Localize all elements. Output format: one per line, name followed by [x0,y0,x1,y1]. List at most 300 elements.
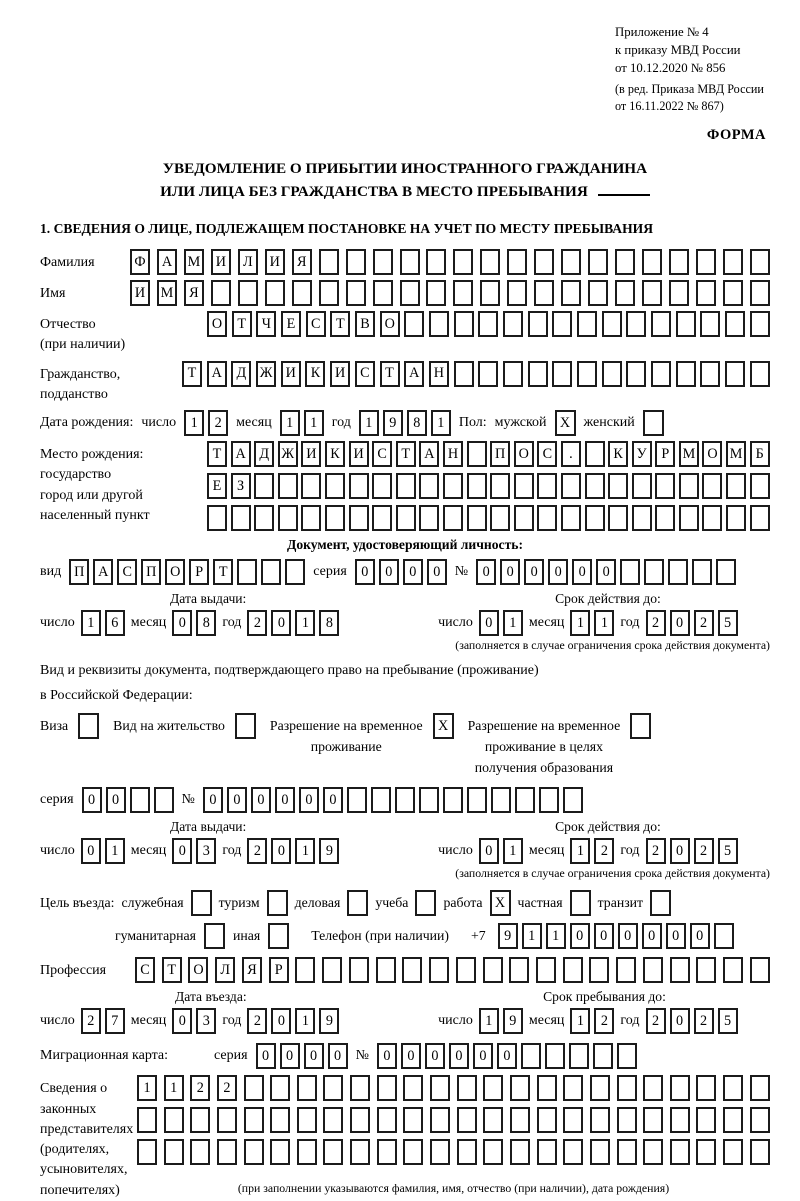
char-cell[interactable] [585,441,605,467]
char-cell[interactable] [620,559,640,585]
char-cell[interactable]: 8 [407,410,427,436]
char-cell[interactable]: Ж [278,441,298,467]
char-cell[interactable] [297,1075,317,1101]
char-cell[interactable] [349,957,369,983]
char-cell[interactable]: 1 [570,1008,590,1034]
char-cell[interactable]: 2 [247,610,267,636]
char-cell[interactable]: Л [238,249,258,275]
char-cell[interactable]: 1 [105,838,125,864]
char-cell[interactable] [615,249,635,275]
char-cell[interactable] [346,249,366,275]
char-cell[interactable] [702,473,722,499]
char-cell[interactable] [702,505,722,531]
char-cell[interactable]: 1 [184,410,204,436]
char-cell[interactable] [561,280,581,306]
char-cell[interactable] [480,249,500,275]
char-cell[interactable]: Е [207,473,227,499]
char-cell[interactable] [679,473,699,499]
char-cell[interactable]: Т [182,361,202,387]
char-cell[interactable] [457,1107,477,1133]
char-cell[interactable]: 2 [694,1008,714,1034]
char-cell[interactable] [644,559,664,585]
char-cell[interactable]: У [632,441,652,467]
char-cell[interactable]: 2 [190,1075,210,1101]
char-cell[interactable] [537,1075,557,1101]
char-cell[interactable] [632,505,652,531]
char-cell[interactable] [676,361,696,387]
char-cell[interactable] [403,1139,423,1165]
char-cell[interactable] [670,1075,690,1101]
char-cell[interactable] [323,1139,343,1165]
purpose-transit-checkbox[interactable] [650,890,671,916]
char-cell[interactable] [231,505,251,531]
char-cell[interactable] [750,957,770,983]
char-cell[interactable] [154,787,174,813]
char-cell[interactable] [626,361,646,387]
char-cell[interactable]: Т [330,311,350,337]
char-cell[interactable] [301,505,321,531]
char-cell[interactable] [696,249,716,275]
char-cell[interactable] [490,505,510,531]
char-cell[interactable]: 2 [247,1008,267,1034]
char-cell[interactable]: Д [254,441,274,467]
char-cell[interactable]: О [207,311,227,337]
char-cell[interactable]: 0 [596,559,616,585]
char-cell[interactable] [480,280,500,306]
char-cell[interactable] [377,1107,397,1133]
char-cell[interactable] [670,1139,690,1165]
char-cell[interactable]: 0 [81,838,101,864]
char-cell[interactable]: И [211,249,231,275]
char-cell[interactable]: К [305,361,325,387]
char-cell[interactable] [164,1139,184,1165]
char-cell[interactable] [537,473,557,499]
char-cell[interactable]: 2 [81,1008,101,1034]
char-cell[interactable] [510,1075,530,1101]
char-cell[interactable] [254,473,274,499]
char-cell[interactable] [514,505,534,531]
char-cell[interactable]: Т [232,311,252,337]
char-cell[interactable] [585,505,605,531]
char-cell[interactable]: 1 [522,923,542,949]
char-cell[interactable]: С [537,441,557,467]
char-cell[interactable]: 1 [359,410,379,436]
char-cell[interactable] [373,280,393,306]
char-cell[interactable] [632,473,652,499]
char-cell[interactable] [521,1043,541,1069]
char-cell[interactable] [726,473,746,499]
char-cell[interactable] [319,280,339,306]
char-cell[interactable]: З [231,473,251,499]
char-cell[interactable] [510,1107,530,1133]
char-cell[interactable] [453,280,473,306]
purpose-business-checkbox[interactable] [347,890,368,916]
char-cell[interactable]: А [231,441,251,467]
char-cell[interactable] [750,361,770,387]
char-cell[interactable] [668,559,688,585]
char-cell[interactable] [319,249,339,275]
char-cell[interactable]: И [265,249,285,275]
char-cell[interactable] [669,280,689,306]
char-cell[interactable]: Т [213,559,233,585]
char-cell[interactable] [483,1075,503,1101]
char-cell[interactable] [750,473,770,499]
char-cell[interactable] [323,1075,343,1101]
char-cell[interactable] [670,1107,690,1133]
char-cell[interactable] [750,1107,770,1133]
char-cell[interactable]: 8 [319,610,339,636]
char-cell[interactable] [642,280,662,306]
char-cell[interactable]: 0 [403,559,423,585]
char-cell[interactable]: И [330,361,350,387]
char-cell[interactable] [725,361,745,387]
char-cell[interactable]: Р [269,957,289,983]
char-cell[interactable] [403,1107,423,1133]
char-cell[interactable] [608,473,628,499]
char-cell[interactable]: 1 [295,610,315,636]
char-cell[interactable] [211,280,231,306]
char-cell[interactable]: Ж [256,361,276,387]
char-cell[interactable]: 0 [666,923,686,949]
char-cell[interactable] [265,280,285,306]
char-cell[interactable] [617,1107,637,1133]
char-cell[interactable]: 1 [295,838,315,864]
char-cell[interactable] [534,280,554,306]
char-cell[interactable] [301,473,321,499]
char-cell[interactable]: Ф [130,249,150,275]
char-cell[interactable]: 0 [570,923,590,949]
char-cell[interactable] [514,473,534,499]
char-cell[interactable] [577,361,597,387]
char-cell[interactable]: 0 [618,923,638,949]
char-cell[interactable] [491,787,511,813]
char-cell[interactable]: 0 [401,1043,421,1069]
char-cell[interactable] [528,361,548,387]
char-cell[interactable] [577,311,597,337]
char-cell[interactable] [510,1139,530,1165]
char-cell[interactable]: Т [396,441,416,467]
char-cell[interactable]: 0 [449,1043,469,1069]
char-cell[interactable] [723,249,743,275]
char-cell[interactable] [130,787,150,813]
char-cell[interactable]: 0 [476,559,496,585]
char-cell[interactable] [457,1075,477,1101]
char-cell[interactable] [244,1075,264,1101]
char-cell[interactable] [585,473,605,499]
char-cell[interactable]: 0 [271,610,291,636]
char-cell[interactable] [419,473,439,499]
char-cell[interactable]: А [404,361,424,387]
char-cell[interactable] [669,249,689,275]
char-cell[interactable]: 0 [427,559,447,585]
residence-permit-checkbox[interactable] [235,713,256,739]
char-cell[interactable] [349,473,369,499]
char-cell[interactable] [750,311,770,337]
char-cell[interactable] [429,957,449,983]
char-cell[interactable] [725,311,745,337]
char-cell[interactable] [323,1107,343,1133]
char-cell[interactable] [750,1075,770,1101]
char-cell[interactable]: 1 [431,410,451,436]
char-cell[interactable] [404,311,424,337]
char-cell[interactable] [396,473,416,499]
char-cell[interactable]: 0 [377,1043,397,1069]
char-cell[interactable] [539,787,559,813]
char-cell[interactable]: 0 [379,559,399,585]
char-cell[interactable]: . [561,441,581,467]
char-cell[interactable] [692,559,712,585]
purpose-other-checkbox[interactable] [268,923,289,949]
char-cell[interactable]: 5 [718,838,738,864]
char-cell[interactable] [467,787,487,813]
char-cell[interactable]: Т [380,361,400,387]
char-cell[interactable]: И [301,441,321,467]
char-cell[interactable]: 0 [271,1008,291,1034]
char-cell[interactable] [478,361,498,387]
char-cell[interactable] [608,505,628,531]
char-cell[interactable]: М [679,441,699,467]
char-cell[interactable] [561,505,581,531]
char-cell[interactable] [371,787,391,813]
char-cell[interactable]: Б [750,441,770,467]
char-cell[interactable] [563,787,583,813]
char-cell[interactable] [244,1107,264,1133]
char-cell[interactable]: 0 [328,1043,348,1069]
char-cell[interactable] [590,1075,610,1101]
char-cell[interactable]: 8 [196,610,216,636]
char-cell[interactable] [217,1107,237,1133]
char-cell[interactable] [430,1139,450,1165]
char-cell[interactable]: 5 [718,610,738,636]
char-cell[interactable]: 1 [594,610,614,636]
char-cell[interactable] [217,1139,237,1165]
char-cell[interactable]: 0 [82,787,102,813]
char-cell[interactable] [261,559,281,585]
char-cell[interactable]: 1 [295,1008,315,1034]
purpose-study-checkbox[interactable] [415,890,436,916]
char-cell[interactable]: 1 [479,1008,499,1034]
char-cell[interactable]: О [380,311,400,337]
char-cell[interactable]: К [608,441,628,467]
char-cell[interactable] [507,280,527,306]
char-cell[interactable] [528,311,548,337]
char-cell[interactable]: И [281,361,301,387]
char-cell[interactable]: Е [281,311,301,337]
char-cell[interactable] [396,505,416,531]
char-cell[interactable] [483,1139,503,1165]
char-cell[interactable] [478,311,498,337]
char-cell[interactable] [190,1139,210,1165]
char-cell[interactable] [297,1107,317,1133]
char-cell[interactable]: 5 [718,1008,738,1034]
char-cell[interactable]: 1 [546,923,566,949]
char-cell[interactable] [137,1107,157,1133]
char-cell[interactable] [346,280,366,306]
char-cell[interactable]: 0 [670,1008,690,1034]
char-cell[interactable]: К [325,441,345,467]
char-cell[interactable]: 0 [256,1043,276,1069]
char-cell[interactable] [534,249,554,275]
char-cell[interactable]: Т [207,441,227,467]
char-cell[interactable]: 0 [500,559,520,585]
char-cell[interactable]: 2 [694,838,714,864]
char-cell[interactable] [254,505,274,531]
char-cell[interactable]: 1 [304,410,324,436]
char-cell[interactable] [137,1139,157,1165]
char-cell[interactable]: 3 [196,1008,216,1034]
char-cell[interactable] [643,1107,663,1133]
char-cell[interactable]: Т [162,957,182,983]
char-cell[interactable]: 1 [280,410,300,436]
char-cell[interactable]: 2 [646,838,666,864]
char-cell[interactable] [322,957,342,983]
char-cell[interactable]: 1 [137,1075,157,1101]
char-cell[interactable]: А [419,441,439,467]
char-cell[interactable]: С [306,311,326,337]
char-cell[interactable] [552,361,572,387]
char-cell[interactable]: Я [242,957,262,983]
char-cell[interactable]: С [372,441,392,467]
char-cell[interactable] [642,249,662,275]
char-cell[interactable]: 1 [503,838,523,864]
char-cell[interactable] [483,1107,503,1133]
char-cell[interactable] [295,957,315,983]
char-cell[interactable] [347,787,367,813]
purpose-tourism-checkbox[interactable] [267,890,288,916]
char-cell[interactable]: 0 [425,1043,445,1069]
char-cell[interactable] [589,957,609,983]
char-cell[interactable]: 0 [670,838,690,864]
char-cell[interactable] [714,923,734,949]
char-cell[interactable] [402,957,422,983]
char-cell[interactable] [590,1139,610,1165]
char-cell[interactable] [700,361,720,387]
char-cell[interactable]: О [702,441,722,467]
char-cell[interactable] [456,957,476,983]
char-cell[interactable] [350,1107,370,1133]
char-cell[interactable] [563,957,583,983]
char-cell[interactable] [561,249,581,275]
char-cell[interactable] [616,957,636,983]
char-cell[interactable]: 0 [304,1043,324,1069]
char-cell[interactable] [536,957,556,983]
char-cell[interactable]: 1 [81,610,101,636]
char-cell[interactable] [430,1107,450,1133]
char-cell[interactable]: 0 [524,559,544,585]
char-cell[interactable] [723,1075,743,1101]
char-cell[interactable] [643,1139,663,1165]
char-cell[interactable]: 3 [196,838,216,864]
char-cell[interactable] [443,473,463,499]
char-cell[interactable]: 0 [497,1043,517,1069]
char-cell[interactable]: Н [443,441,463,467]
char-cell[interactable] [503,361,523,387]
char-cell[interactable]: А [207,361,227,387]
char-cell[interactable]: 0 [479,610,499,636]
char-cell[interactable]: 2 [208,410,228,436]
char-cell[interactable] [430,1075,450,1101]
char-cell[interactable]: 0 [670,610,690,636]
char-cell[interactable] [588,249,608,275]
char-cell[interactable] [419,787,439,813]
char-cell[interactable] [429,311,449,337]
char-cell[interactable]: Д [231,361,251,387]
char-cell[interactable]: 9 [383,410,403,436]
char-cell[interactable]: 1 [164,1075,184,1101]
char-cell[interactable]: 0 [227,787,247,813]
char-cell[interactable] [292,280,312,306]
char-cell[interactable]: 9 [498,923,518,949]
char-cell[interactable] [373,249,393,275]
char-cell[interactable]: 0 [594,923,614,949]
purpose-official-checkbox[interactable] [191,890,212,916]
char-cell[interactable]: 0 [275,787,295,813]
char-cell[interactable]: О [188,957,208,983]
char-cell[interactable] [615,280,635,306]
char-cell[interactable] [443,505,463,531]
purpose-humanitarian-checkbox[interactable] [204,923,225,949]
char-cell[interactable]: И [349,441,369,467]
char-cell[interactable] [454,361,474,387]
char-cell[interactable] [270,1075,290,1101]
char-cell[interactable] [395,787,415,813]
char-cell[interactable]: 0 [251,787,271,813]
char-cell[interactable] [515,787,535,813]
char-cell[interactable]: Я [184,280,204,306]
char-cell[interactable] [679,505,699,531]
char-cell[interactable]: И [130,280,150,306]
char-cell[interactable]: 0 [280,1043,300,1069]
char-cell[interactable] [377,1139,397,1165]
char-cell[interactable] [696,1075,716,1101]
char-cell[interactable]: 0 [203,787,223,813]
char-cell[interactable] [563,1139,583,1165]
temp-residence-edu-checkbox[interactable] [630,713,651,739]
char-cell[interactable] [617,1139,637,1165]
char-cell[interactable] [244,1139,264,1165]
char-cell[interactable] [443,787,463,813]
char-cell[interactable] [561,473,581,499]
char-cell[interactable] [454,311,474,337]
char-cell[interactable] [626,311,646,337]
char-cell[interactable]: О [514,441,534,467]
char-cell[interactable]: 0 [642,923,662,949]
char-cell[interactable]: 2 [594,1008,614,1034]
char-cell[interactable]: С [135,957,155,983]
char-cell[interactable]: М [157,280,177,306]
char-cell[interactable] [285,559,305,585]
char-cell[interactable]: А [93,559,113,585]
char-cell[interactable]: П [490,441,510,467]
char-cell[interactable] [696,957,716,983]
char-cell[interactable]: В [355,311,375,337]
char-cell[interactable] [750,249,770,275]
char-cell[interactable] [696,280,716,306]
char-cell[interactable] [350,1139,370,1165]
char-cell[interactable] [696,1139,716,1165]
char-cell[interactable] [377,1075,397,1101]
char-cell[interactable] [509,957,529,983]
char-cell[interactable]: 7 [105,1008,125,1034]
char-cell[interactable] [467,505,487,531]
char-cell[interactable]: 0 [355,559,375,585]
char-cell[interactable]: 0 [271,838,291,864]
char-cell[interactable]: С [355,361,375,387]
char-cell[interactable]: 0 [479,838,499,864]
char-cell[interactable] [552,311,572,337]
char-cell[interactable]: 2 [694,610,714,636]
char-cell[interactable] [537,1139,557,1165]
